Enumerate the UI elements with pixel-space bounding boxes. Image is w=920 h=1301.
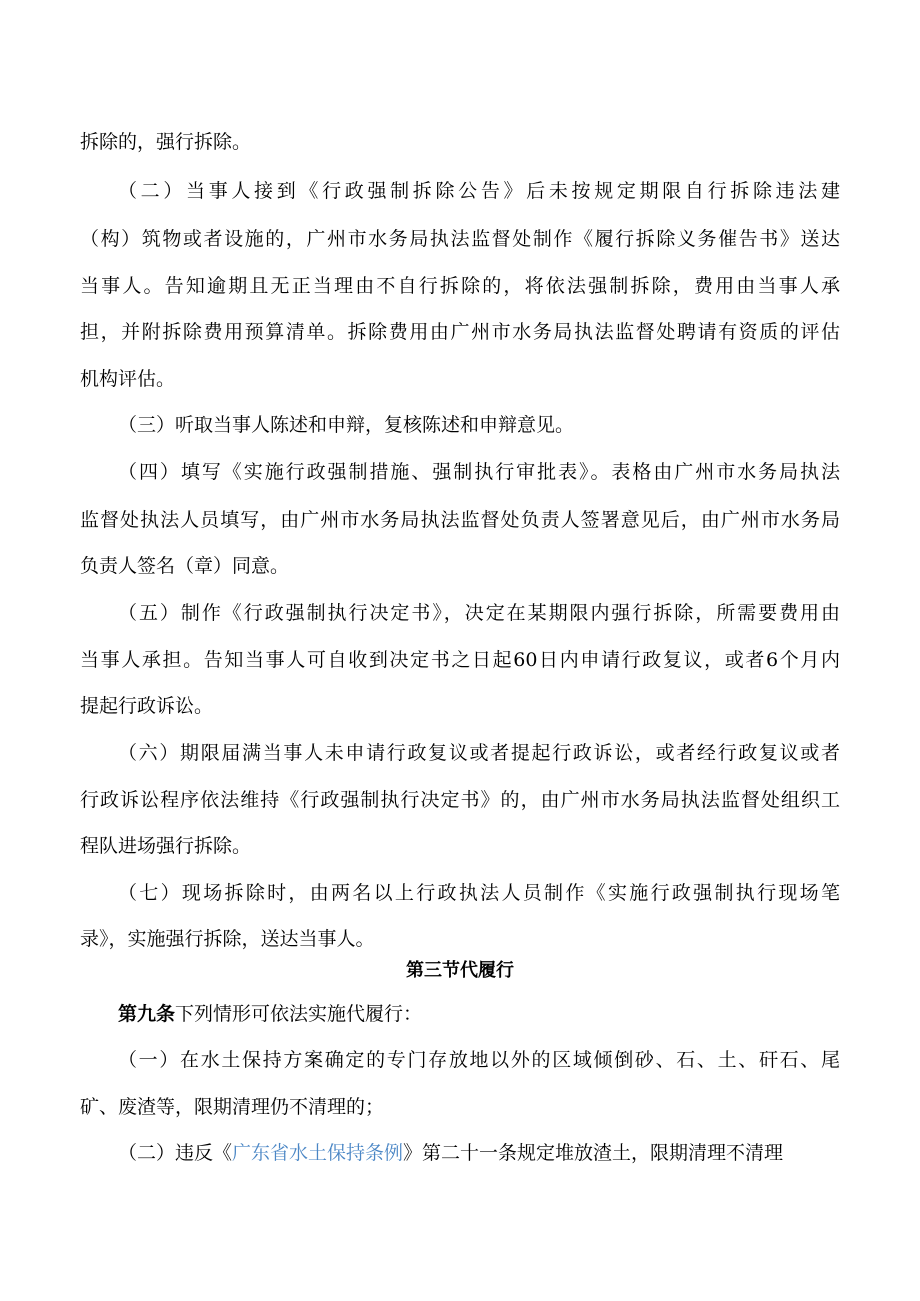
line-prefix: （二）违反《 [118,1142,233,1164]
paragraph-line: （构）筑物或者设施的，广州市水务局执法监督处制作《履行拆除义务催告书》送达 [80,228,840,250]
list-item-line: 矿、废渣等，限期清理仍不清理的； [80,1096,385,1118]
list-item-line: （一）在水土保持方案确定的专门存放地以外的区域倾倒砂、石、土、矸石、尾 [118,1049,840,1071]
regulation-link[interactable]: 广东省水土保持条例 [232,1142,404,1164]
section-heading: 第三节代履行 [406,960,514,981]
paragraph-line: （三）听取当事人陈述和申辩，复核陈述和申辩意见。 [118,414,575,436]
article-text: 下列情形可依法实施代履行： [175,1003,423,1025]
paragraph-line: 提起行政诉讼。 [80,695,214,717]
paragraph-line: （四）填写《实施行政强制措施、强制执行审批表》。表格由广州市水务局执法 [118,461,840,483]
list-item-line [118,1141,840,1165]
article-line [118,1002,840,1026]
paragraph-line: 当事人。告知逾期且无正当理由不自行拆除的，将依法强制拆除，费用由当事人承 [80,275,840,297]
paragraph-line: （六）期限届满当事人未申请行政复议或者提起行政诉讼，或者经行政复议或者 [118,742,840,764]
paragraph-line: 录》，实施强行拆除，送达当事人。 [80,928,375,950]
paragraph-line: 当事人承担。告知当事人可自收到决定书之日起60日内申请行政复议，或者6个月内 [80,649,840,671]
paragraph-line: 程队进场强行拆除。 [80,835,252,857]
article-label: 第九条 [118,1003,176,1025]
paragraph-line: 行政诉讼程序依法维持《行政强制执行决定书》的，由广州市水务局执法监督处组织工 [80,789,840,811]
paragraph-line: （七）现场拆除时，由两名以上行政执法人员制作《实施行政强制执行现场笔 [118,882,840,904]
paragraph-line: 监督处执法人员填写，由广州市水务局执法监督处负责人签署意见后，由广州市水务局 [80,509,840,531]
paragraph-line: （五）制作《行政强制执行决定书》，决定在某期限内强行拆除，所需要费用由 [118,602,840,624]
paragraph-line: 拆除的，强行拆除。 [80,131,252,153]
paragraph-line: 担，并附拆除费用预算清单。拆除费用由广州市水务局执法监督处聘请有资质的评估 [80,321,840,343]
line-suffix: 》第二十一条规定堆放渣土，限期清理不清理 [403,1142,784,1164]
paragraph-line: 负责人签名（章）同意。 [80,555,290,577]
paragraph-line: 机构评估。 [80,368,176,390]
paragraph-line: （二）当事人接到《行政强制拆除公告》后未按规定期限自行拆除违法建 [118,180,840,202]
